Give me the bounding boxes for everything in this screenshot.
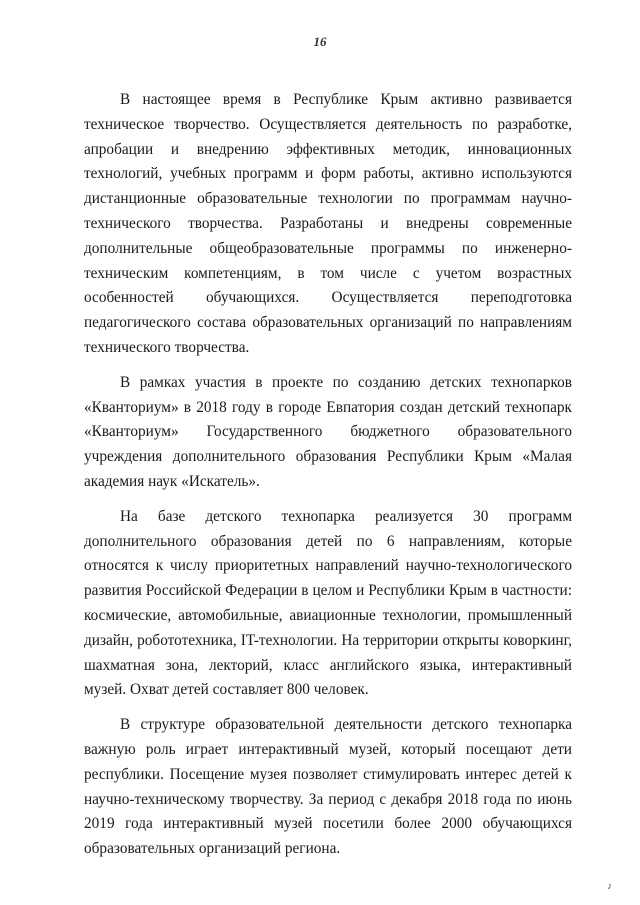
corner-mark: ♪ [607,881,612,892]
paragraph-technical-creativity: В настоящее время в Республике Крым активно развивается техническое творчество. Осуществляется деятельность по разработке, апробации и внедрению эффективных методик, инновационных технологий, учебных программ и форм работы, активно используются дистанционные образовательные технологии по программам научно-технического творчества. Разработаны и внедрены современные дополнительные общеобразовательные программы по инженерно-техническим компетенциям, в том числе с учетом возрастных особенностей обучающихся. Осуществляется переподготовка педагогического состава образовательных организаций по направлениям технического творчества. [84,91,572,356]
page-number: 16 [313,34,327,49]
paragraph-interactive-museum: В структуре образовательной деятельности детского технопарка важную роль играет интерактивный музей, который посещают дети республики. Посещение музея позволяет стимулировать интерес детей к научно-техническому творчеству. За период с декабря 2018 года по июнь 2019 года интерактивный музей посетили более 2000 обучающихся образовательных организаций региона. [84,716,572,858]
body-text [84,88,572,872]
paragraph-kvantorium-project: В рамках участия в проекте по созданию детских технопарков «Кванториум» в 2018 году в городе Евпатория создан детский технопарк «Кванториум» Государственного бюджетного образовательного учреждения дополнительного образования Республики Крым «Малая академия наук «Искатель». [84,373,572,490]
paragraph-technopark-programs: На базе детского технопарка реализуется 30 программ дополнительного образования детей по 6 направлениям, которые относятся к числу приоритетных направлений научно-технологического развития Российской Федерации в целом и Республики Крым в частности: космические, автомобильные, авиационные технологии, промышленный дизайн, робототехника, IT-технологии. На территории открыты коворкинг, шахматная зона, лекторий, класс английского языка, интерактивный музей. Охват детей составляет 800 человек. [84,507,572,699]
